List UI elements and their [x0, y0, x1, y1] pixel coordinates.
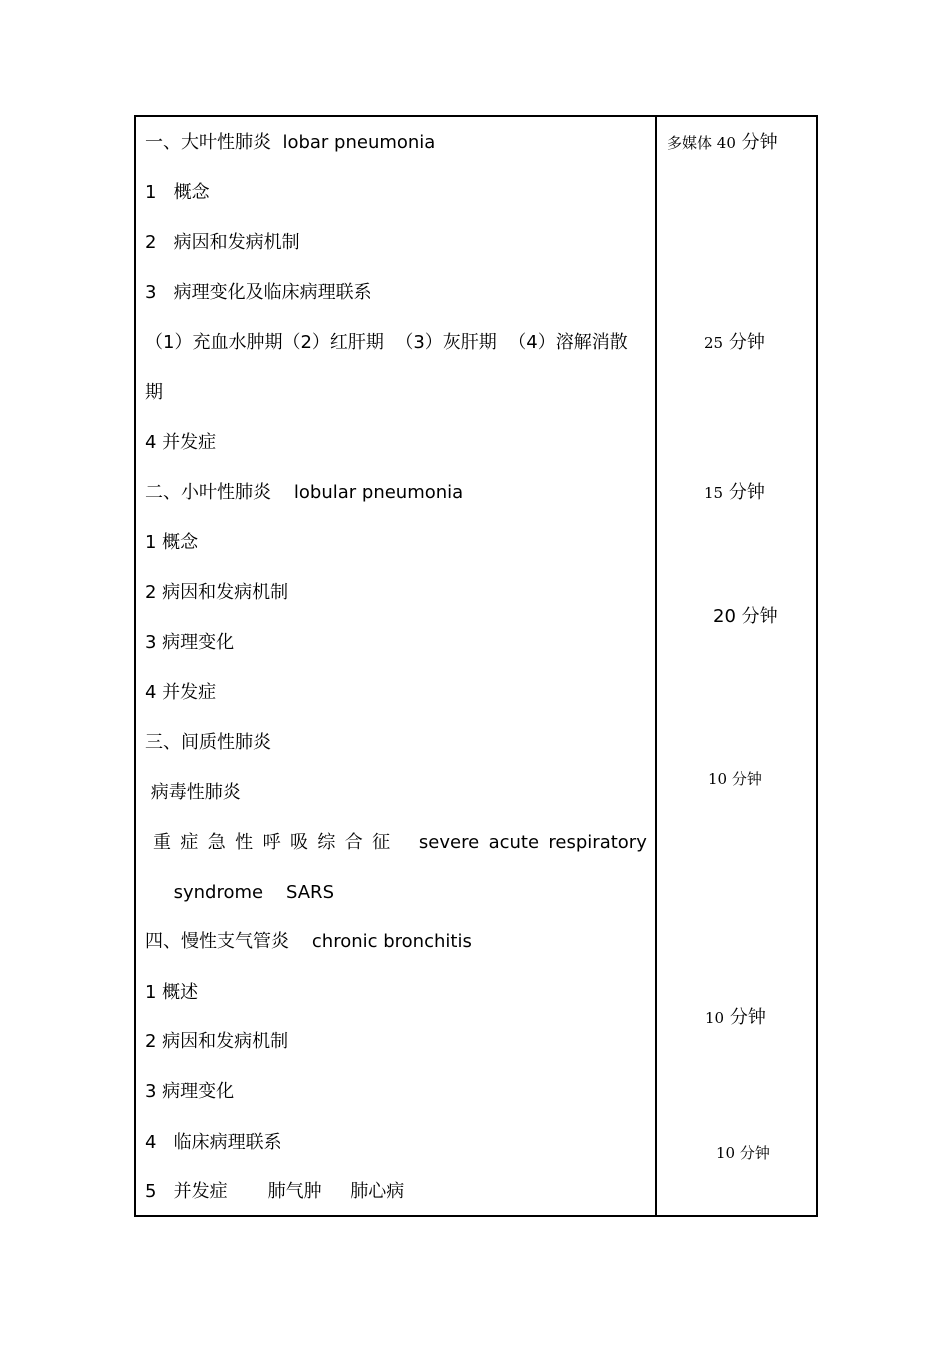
justified-word: severe: [418, 832, 480, 853]
outline-line: 1 概述: [145, 982, 199, 1003]
outline-line: 4 并发症: [145, 432, 217, 453]
outline-line: 3 病理变化: [145, 1081, 235, 1102]
time-unit: 分钟: [735, 132, 778, 153]
justified-word: 重: [153, 832, 171, 853]
justified-word: 征: [372, 832, 391, 853]
justified-word: 急: [207, 832, 226, 853]
outline-line: 1 概念: [145, 532, 199, 553]
outline-line: 1 概念: [145, 182, 210, 203]
outline-line: 2 病因和发病机制: [145, 582, 289, 603]
outline-line: 2 病因和发病机制: [145, 1031, 289, 1052]
column-divider: [655, 115, 657, 1217]
outline-line: 三、间质性肺炎: [145, 732, 271, 753]
justified-word: 吸: [289, 832, 308, 853]
outline-line: 3 病理变化: [145, 632, 235, 653]
outline-line: 3 病理变化及临床病理联系: [145, 282, 372, 303]
time-unit: 分钟: [723, 482, 765, 503]
outline-line: 2 病因和发病机制: [145, 232, 300, 253]
time-number: 40: [716, 134, 736, 152]
justified-word: 性: [235, 832, 254, 853]
justified-word: acute: [488, 832, 540, 853]
time-number: 15: [704, 484, 724, 502]
justified-word: 症: [180, 832, 199, 853]
time-prefix: 多媒体: [667, 134, 717, 152]
outline-line: 期: [145, 382, 163, 403]
outline-line: 病毒性肺炎: [145, 782, 241, 803]
outline-line: 4 并发症: [145, 682, 217, 703]
outline-line: 4 临床病理联系: [145, 1132, 282, 1153]
time-number: 10: [705, 1009, 725, 1027]
justified-word: 呼: [262, 832, 281, 853]
time-allocation: 10 分钟: [716, 1144, 770, 1162]
outline-line: 5 并发症 肺气肿 肺心病: [145, 1181, 405, 1202]
justified-word: 合: [344, 832, 363, 853]
time-allocation: [667, 131, 778, 155]
justified-word: respiratory: [548, 832, 647, 853]
time-unit: 分钟: [724, 1007, 766, 1028]
outline-line: 四、慢性支气管炎 chronic bronchitis: [145, 931, 472, 952]
outline-line-justified: [153, 831, 647, 855]
time-allocation: [704, 481, 765, 505]
time-number: 25: [704, 334, 724, 352]
time-allocation: [705, 1006, 766, 1030]
outline-line: （1）充血水肿期（2）红肝期 （3）灰肝期 （4）溶解消散: [145, 332, 628, 353]
outline-line: 一、大叶性肺炎 lobar pneumonia: [145, 132, 436, 153]
outline-line: syndrome SARS: [145, 882, 334, 903]
time-allocation: [704, 331, 765, 355]
justified-word: 综: [317, 832, 336, 853]
time-unit: 分钟: [723, 332, 765, 353]
outline-line: 二、小叶性肺炎 lobular pneumonia: [145, 482, 464, 503]
time-allocation: 20 分钟: [713, 606, 778, 627]
time-allocation: 10 分钟: [708, 770, 762, 788]
